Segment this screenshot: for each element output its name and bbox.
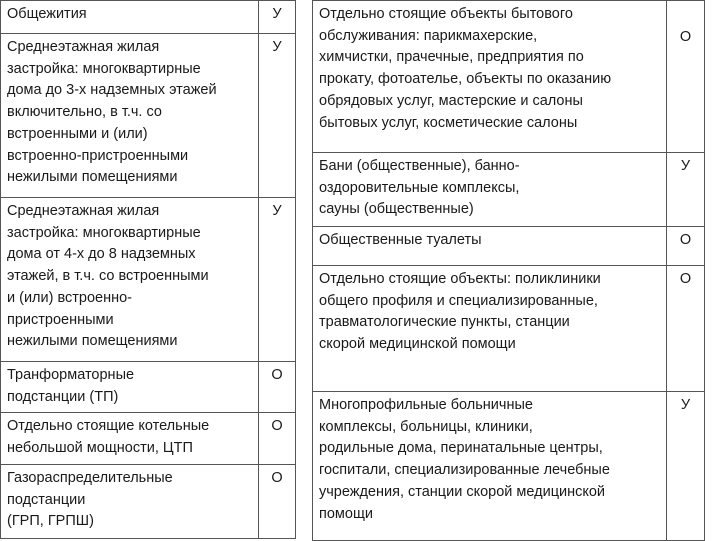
table-row: [1, 465, 296, 539]
zone-code-cell: О: [259, 362, 296, 413]
right-zoning-table: [312, 0, 705, 541]
table-row: [313, 1, 705, 153]
zone-code-cell: О: [259, 413, 296, 465]
object-type-cell: Транформаторные подстанции (ТП): [1, 362, 259, 413]
table-row: [1, 362, 296, 413]
table-row: [1, 413, 296, 465]
object-type-cell: Общественные туалеты: [313, 227, 667, 266]
object-type-cell: Отдельно стоящие объекты бытового обслуживания: парикмахерские, химчистки, прачечные, предприятия по прокату, фотоателье, объекты по оказанию обрядовых услуг, мастерские и салоны бытовых услуг, косметические салоны: [313, 1, 667, 153]
zone-code-cell: У: [259, 34, 296, 198]
zone-code-cell: О: [667, 227, 705, 266]
table-row: [313, 227, 705, 266]
zone-code-cell: У: [259, 198, 296, 362]
table-row: [313, 153, 705, 227]
object-type-cell: Отдельно стоящие котельные небольшой мощности, ЦТП: [1, 413, 259, 465]
table-row: [1, 34, 296, 198]
object-type-cell: Многопрофильные больничные комплексы, больницы, клиники, родильные дома, перинатальные центры, госпитали, специализированные лечебные учреждения, станции скорой медицинской помощи: [313, 392, 667, 541]
object-type-cell: Среднеэтажная жилая застройка: многоквартирные дома до 3-х надземных этажей включительно, в т.ч. со встроенными и (или) встроенно-пристроенными нежилыми помещениями: [1, 34, 259, 198]
zone-code-cell: У: [259, 1, 296, 34]
zone-code-cell: У: [667, 153, 705, 227]
table-row: [313, 392, 705, 541]
object-type-cell: Отдельно стоящие объекты: поликлиники общего профиля и специализированные, травматологические пункты, станции скорой медицинской помощи: [313, 266, 667, 392]
zone-code-cell: О: [259, 465, 296, 539]
left-zoning-table: [0, 0, 296, 539]
object-type-cell: Газораспределительные подстанции (ГРП, ГРПШ): [1, 465, 259, 539]
zone-code-cell: У: [667, 392, 705, 541]
object-type-cell: Общежития: [1, 1, 259, 34]
zone-code-cell: О: [667, 1, 705, 153]
table-row: [1, 198, 296, 362]
object-type-cell: Бани (общественные), банно- оздоровительные комплексы, сауны (общественные): [313, 153, 667, 227]
zone-code-cell: О: [667, 266, 705, 392]
table-row: [1, 1, 296, 34]
table-row: [313, 266, 705, 392]
object-type-cell: Среднеэтажная жилая застройка: многоквартирные дома от 4-х до 8 надземных этажей, в т.ч. со встроенными и (или) встроенно- пристроенными нежилыми помещениями: [1, 198, 259, 362]
